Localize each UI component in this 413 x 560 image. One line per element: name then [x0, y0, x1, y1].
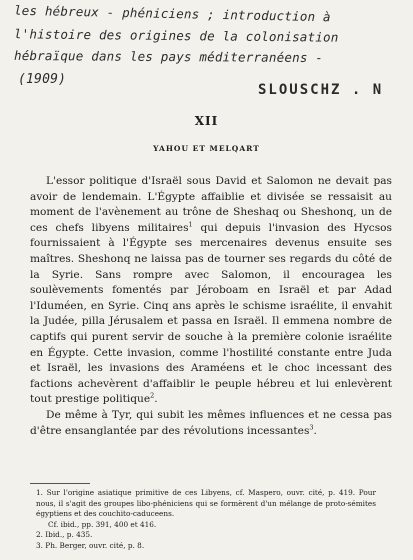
- footnote-2: 2. Ibid., p. 435.: [36, 530, 93, 540]
- handwritten-annotation-line-1: les hébreux - phéniciens ; introduction à: [13, 2, 331, 25]
- footnote-ref-3: 3: [309, 422, 314, 431]
- chapter-title: YAHOU ET MELQART: [153, 144, 260, 153]
- body-text: [30, 174, 392, 439]
- paragraph-2-text: De même à Tyr, qui subit les mêmes influences et ne cessa pas d'être ensanglantée par des révolutions incessantes: [30, 408, 392, 437]
- paragraph-1: [30, 174, 392, 408]
- handwritten-annotation-year: (1909): [18, 72, 67, 87]
- paragraph-1-text-continued: qui depuis l'invasion des Hycsos fournissaient à l'Égypte ses mercenaires devenus ensuite ses maîtres. Sheshonq ne laissa pas de tourner ses regards du côté de la Syrie. Sans rompre avec Salomon, il encouragea les soulèvements fomentés par Jéroboam en Israël et par Adad l'Iduméen, en Syrie. Cinq ans après le schisme israélite, il envahit la Judée, pilla Jérusalem et passa en Israël. Il emmena nombre de captifs qui purent servir de souche à la première colonie israélite en Égypte. Cette invasion, comme l'hostilité constante entre Juda et Israël, les invasions des Araméens et le choc incessant des factions achevèrent d'affaiblir le peuple hébreu et lui enlevèrent tout prestige politique: [30, 221, 392, 406]
- paragraph-2: [30, 408, 392, 439]
- footnote-ref-1: 1: [188, 220, 193, 229]
- paragraph-1-end: .: [154, 393, 158, 406]
- footnote-3: 3. Ph. Berger, ouvr. cité, p. 8.: [36, 540, 145, 550]
- handwritten-author-name: SLOUSCHZ . N: [258, 82, 384, 98]
- paragraph-2-end: .: [313, 424, 317, 437]
- footnote-ref-2: 2: [150, 391, 155, 400]
- handwritten-annotation-line-2: l'histoire des origines de la colonisation: [13, 26, 339, 45]
- footnote-1-continued: Cf. ibid., pp. 391, 400 et 416.: [48, 519, 157, 529]
- paragraph-1-text: L'essor politique d'Israël sous David et Salomon ne devait pas avoir de lendemain. L'Égypte affaiblie et divisée se ressaisit au moment de l'avènement au trône de Sheshaq ou Sheshonq, un de ces chefs libyens militaires: [30, 175, 392, 234]
- footnote-1: [36, 488, 376, 520]
- handwritten-annotation-line-3: hébraïque dans les pays méditerranéens -: [13, 47, 324, 66]
- chapter-number: XII: [194, 114, 219, 128]
- footnotes: [36, 488, 376, 552]
- footnote-divider: [30, 483, 90, 484]
- footnote-1-text: 1. Sur l'origine asiatique primitive de ces Libyens, cf. Maspero, ouvr. cité, p. 419. Pour nous, il s'agit des groupes libo-phéniciens qui se formèrent d'un mélange de proto-sémites égyptiens et des couchito-caduceens.: [36, 488, 376, 519]
